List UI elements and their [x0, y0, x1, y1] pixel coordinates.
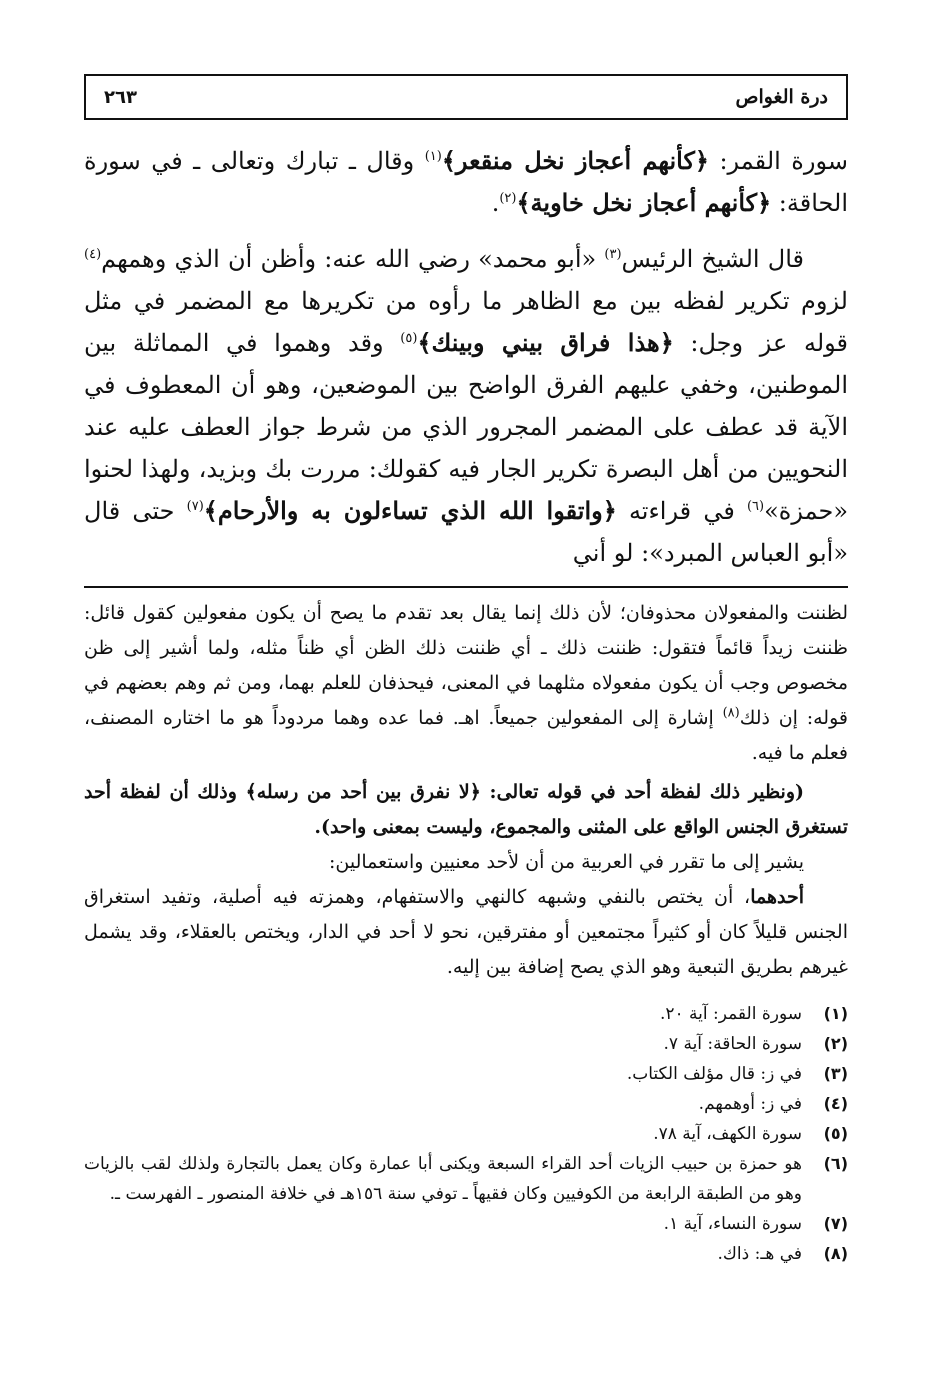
quran-verse: ﴿كأنهم أعجاز نخل منقعر﴾: [441, 146, 709, 175]
footnote-text: في ز: أوهمهم.: [698, 1094, 802, 1114]
commentary-text: [84, 596, 848, 985]
footnote-number: (٧): [823, 1214, 848, 1233]
footnote-number: (١): [823, 1004, 848, 1023]
footnote-number: (٨): [823, 1244, 848, 1263]
text-run: سورة القمر:: [708, 147, 848, 175]
text-run: قال الشيخ الرئيس: [621, 245, 804, 273]
text-run: وقد وهموا في المماثلة بين الموطنين، وخفي عليهم الفرق الواضح بين الموضعين، وهو أن المعطوف في الآية قد عطف على المضمر المجرور الذي من شرط جواز العطف عليه عند النحويين من أهل البصرة تكرير الجار فيه كقولك: مررت بك وبزيد، ولهذا لحنوا «حمزة»: [84, 329, 849, 525]
footnote-text: سورة النساء، آية ١.: [663, 1214, 802, 1234]
page-content: [84, 140, 848, 1269]
footnote-item: [84, 1119, 848, 1149]
running-header: [84, 74, 848, 120]
quoted-text: وذلك أن لفظة أحد تستغرق الجنس الواقع على المثنى والمجموع، وليست بمعنى واحد).: [84, 781, 848, 838]
footnote-item: [84, 1089, 848, 1119]
quran-verse: ﴿هذا فراق بيني وبينك﴾: [417, 328, 674, 357]
text-run: ، أن يختص بالنفي وشبهه كالنهي والاستفهام، وهمزته فيه أصلية، وتفيد استغراق الجنس قليلاً كان أو كثيراً مجتمعين أو مفترقين، نحو لا أحد في الدار، ويختص بالعقلاء، وقد يشمل غيرهم بطريق التبعية وهو الذي يصح إضافة بين إليه.: [84, 886, 848, 978]
footnote-text: في ز: قال مؤلف الكتاب.: [626, 1064, 802, 1084]
paragraph-2: [84, 238, 848, 574]
footnote-ref: (٥): [400, 331, 418, 346]
footnote-number: (٥): [823, 1124, 848, 1143]
quran-verse: ﴿واتقوا الله الذي تساءلون به والأرحام﴾: [203, 496, 617, 525]
footnote-text: سورة القمر: آية ٢٠.: [659, 1004, 802, 1024]
footnote-item: [84, 1239, 848, 1269]
text-run: في قراءته: [616, 497, 747, 525]
commentary-paragraph-4: [84, 880, 848, 985]
footnote-ref: (٤): [84, 247, 102, 262]
term-heading: أحدهما: [750, 886, 804, 908]
commentary-paragraph-1: [84, 596, 848, 771]
header-title: درة الغواص: [735, 86, 828, 108]
quoted-text: (ونظير ذلك لفظة أحد في قوله تعالى:: [480, 781, 804, 803]
text-run: وقال ـ تبارك وتعالى ـ في سورة الحاقة:: [84, 147, 848, 217]
footnote-number: (٣): [823, 1064, 848, 1083]
footnote-item: [84, 1029, 848, 1059]
text-run: إشارة إلى المفعولين جميعاً. اهـ. فما عده وهما مردوداً هو ما اختاره المصنف، فعلم ما فيه.: [84, 707, 848, 764]
footnote-ref: (١): [424, 149, 442, 164]
text-run: لزوم تكرير لفظه بين مع الظاهر ما رأوه من تكريرها مع المضمر في مثل قوله عز وجل:: [84, 287, 849, 357]
footnote-item: [84, 1149, 848, 1209]
text-run: .: [491, 189, 500, 217]
footnote-text: في هـ: ذاك.: [717, 1244, 802, 1264]
footnotes: [84, 999, 848, 1269]
main-text: [84, 140, 848, 574]
quran-verse: ﴿لا نفرق بين أحد من رسله﴾: [245, 781, 481, 803]
footnote-item: [84, 1209, 848, 1239]
quran-verse: ﴿كأنهم أعجاز نخل خاوية﴾: [516, 188, 772, 217]
text-run: «أبو محمد» رضي الله عنه: وأظن أن الذي وهمهم: [101, 245, 605, 273]
footnote-text: هو حمزة بن حبيب الزيات أحد القراء السبعة ويكنى أبا عمارة وكان يعمل بالتجارة ولذلك لقب بالزيات وهو من الطبقة الرابعة من الكوفيين وكان فقيهاً ـ توفي سنة ١٥٦هـ في خلافة المنصور ـ الفهرست ـ.: [84, 1154, 802, 1204]
footnote-number: (٦): [823, 1154, 848, 1173]
page-number: ٢٦٣: [104, 86, 137, 108]
footnote-item: [84, 1059, 848, 1089]
footnote-number: (٤): [823, 1094, 848, 1113]
footnote-ref: (٧): [186, 499, 204, 514]
paragraph-1: [84, 140, 848, 224]
footnote-ref: (٨): [722, 705, 740, 721]
footnote-text: سورة الكهف، آية ٧٨.: [653, 1124, 802, 1144]
footnote-text: سورة الحاقة: آية ٧.: [663, 1034, 802, 1054]
text-run: حتى قال «أبو العباس المبرد»: لو أني: [84, 497, 848, 567]
text-run: لظننت والمفعولان محذوفان؛ لأن ذلك إنما يقال بعد تقدم ما يصح أن يكون مفعولين كقول قائل: ظننت زيداً قائماً فتقول: ظننت ذلك ـ أي ظننت ذلك الظن أي ظناً مثله، ولما أشير إلى ظن مخصوص وجب أن يكون مفعولاه مثلهما في المعنى، فيحذفان للعلم بهما، ومن ثم وهم بعضهم في قوله: إن ذلك: [84, 602, 848, 729]
footnote-ref: (٣): [604, 247, 622, 262]
footnote-number: (٢): [823, 1034, 848, 1053]
commentary-paragraph-3: يشير إلى ما تقرر في العربية من أن لأحد معنيين واستعمالين:: [329, 851, 804, 873]
footnote-item: [84, 999, 848, 1029]
footnote-ref: (٦): [746, 499, 765, 514]
footnote-ref: (٢): [499, 191, 517, 206]
section-divider: [84, 586, 848, 588]
commentary-paragraph-2: [84, 775, 848, 845]
